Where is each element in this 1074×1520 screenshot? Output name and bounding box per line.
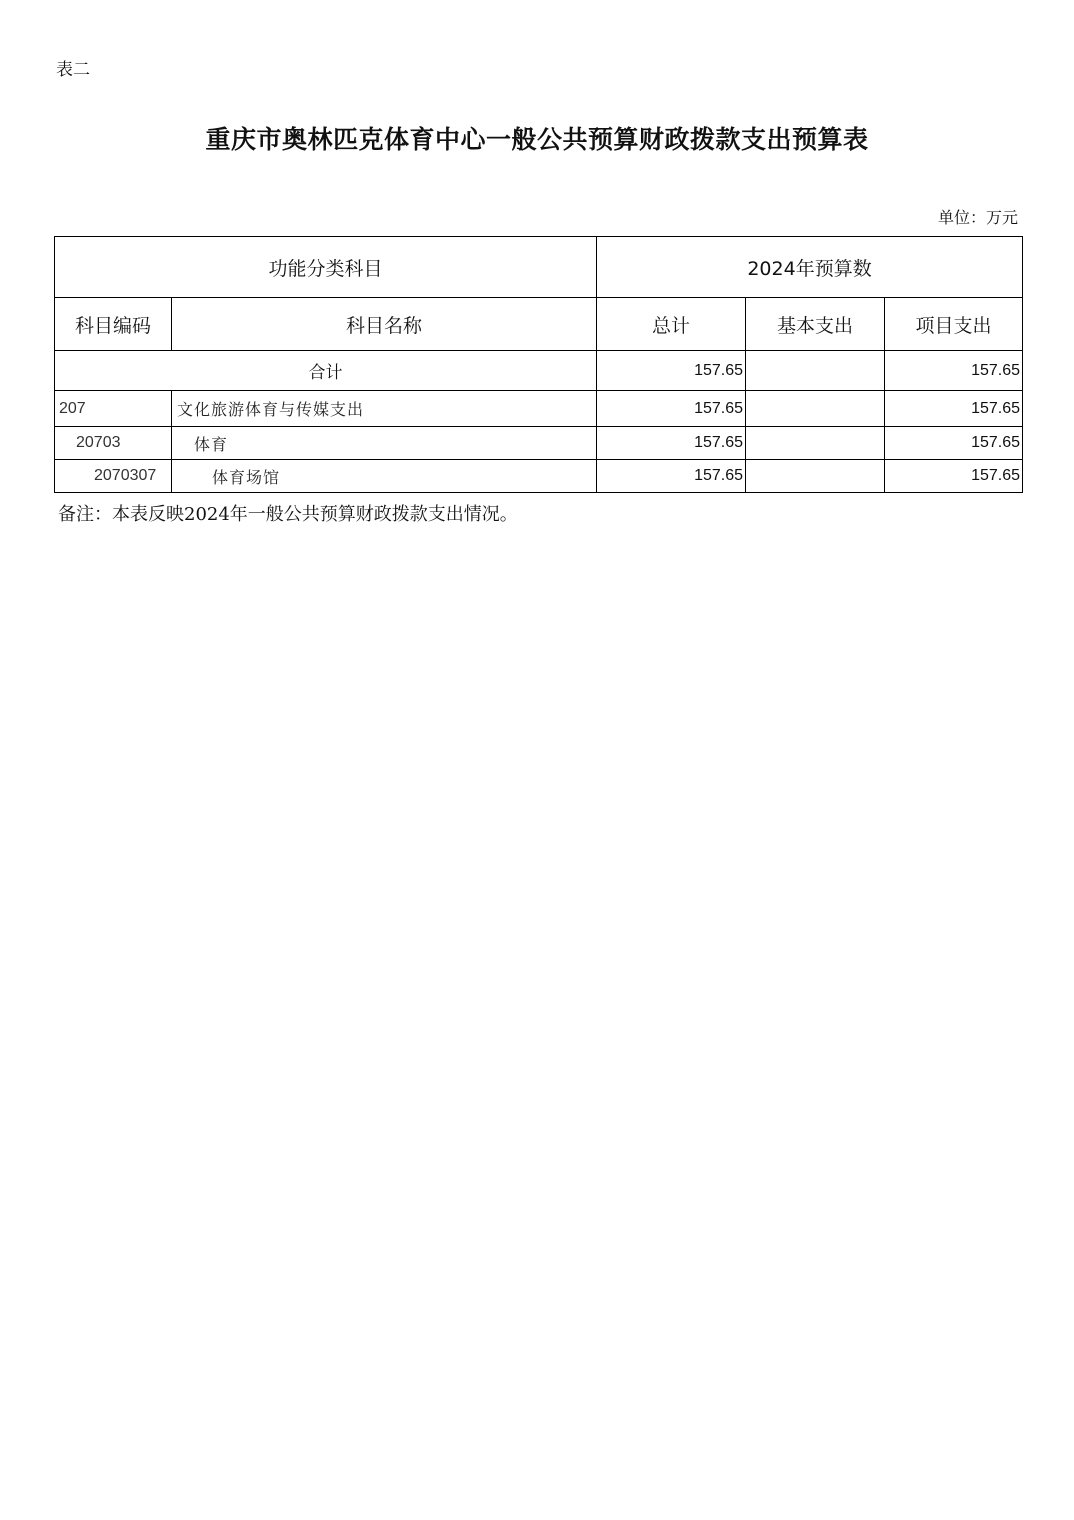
row-project: 157.65	[885, 460, 1023, 493]
header-function-group: 功能分类科目	[55, 237, 597, 298]
header-basic: 基本支出	[746, 298, 885, 351]
row-basic	[746, 460, 885, 493]
row-code: 2070307	[55, 460, 172, 493]
row-project: 157.65	[885, 391, 1023, 427]
table-row	[55, 391, 1023, 427]
row-name: 体育场馆	[172, 460, 597, 493]
page-title: 重庆市奥林匹克体育中心一般公共预算财政拨款支出预算表	[205, 125, 869, 154]
header-budget-group: 2024年预算数	[597, 237, 1023, 298]
unit-label: 单位：万元	[937, 208, 1018, 227]
row-basic	[746, 427, 885, 460]
header-project: 项目支出	[885, 298, 1023, 351]
header-row-columns	[55, 298, 1023, 351]
total-total: 157.65	[597, 351, 746, 391]
total-row	[55, 351, 1023, 391]
row-total: 157.65	[597, 460, 746, 493]
header-row-group	[55, 237, 1023, 298]
row-name: 文化旅游体育与传媒支出	[172, 391, 597, 427]
sheet-label: 表二	[56, 60, 90, 80]
header-name: 科目名称	[172, 298, 597, 351]
total-basic	[746, 351, 885, 391]
header-total: 总计	[597, 298, 746, 351]
row-project: 157.65	[885, 427, 1023, 460]
row-name: 体育	[172, 427, 597, 460]
row-code: 20703	[55, 427, 172, 460]
row-basic	[746, 391, 885, 427]
total-project: 157.65	[885, 351, 1023, 391]
row-total: 157.65	[597, 391, 746, 427]
budget-table	[54, 236, 1023, 493]
table-row	[55, 427, 1023, 460]
header-code: 科目编码	[55, 298, 172, 351]
row-total: 157.65	[597, 427, 746, 460]
table-row	[55, 460, 1023, 493]
row-code: 207	[55, 391, 172, 427]
footnote: 备注：本表反映2024年一般公共预算财政拨款支出情况。	[58, 504, 518, 525]
total-label: 合计	[55, 351, 597, 391]
